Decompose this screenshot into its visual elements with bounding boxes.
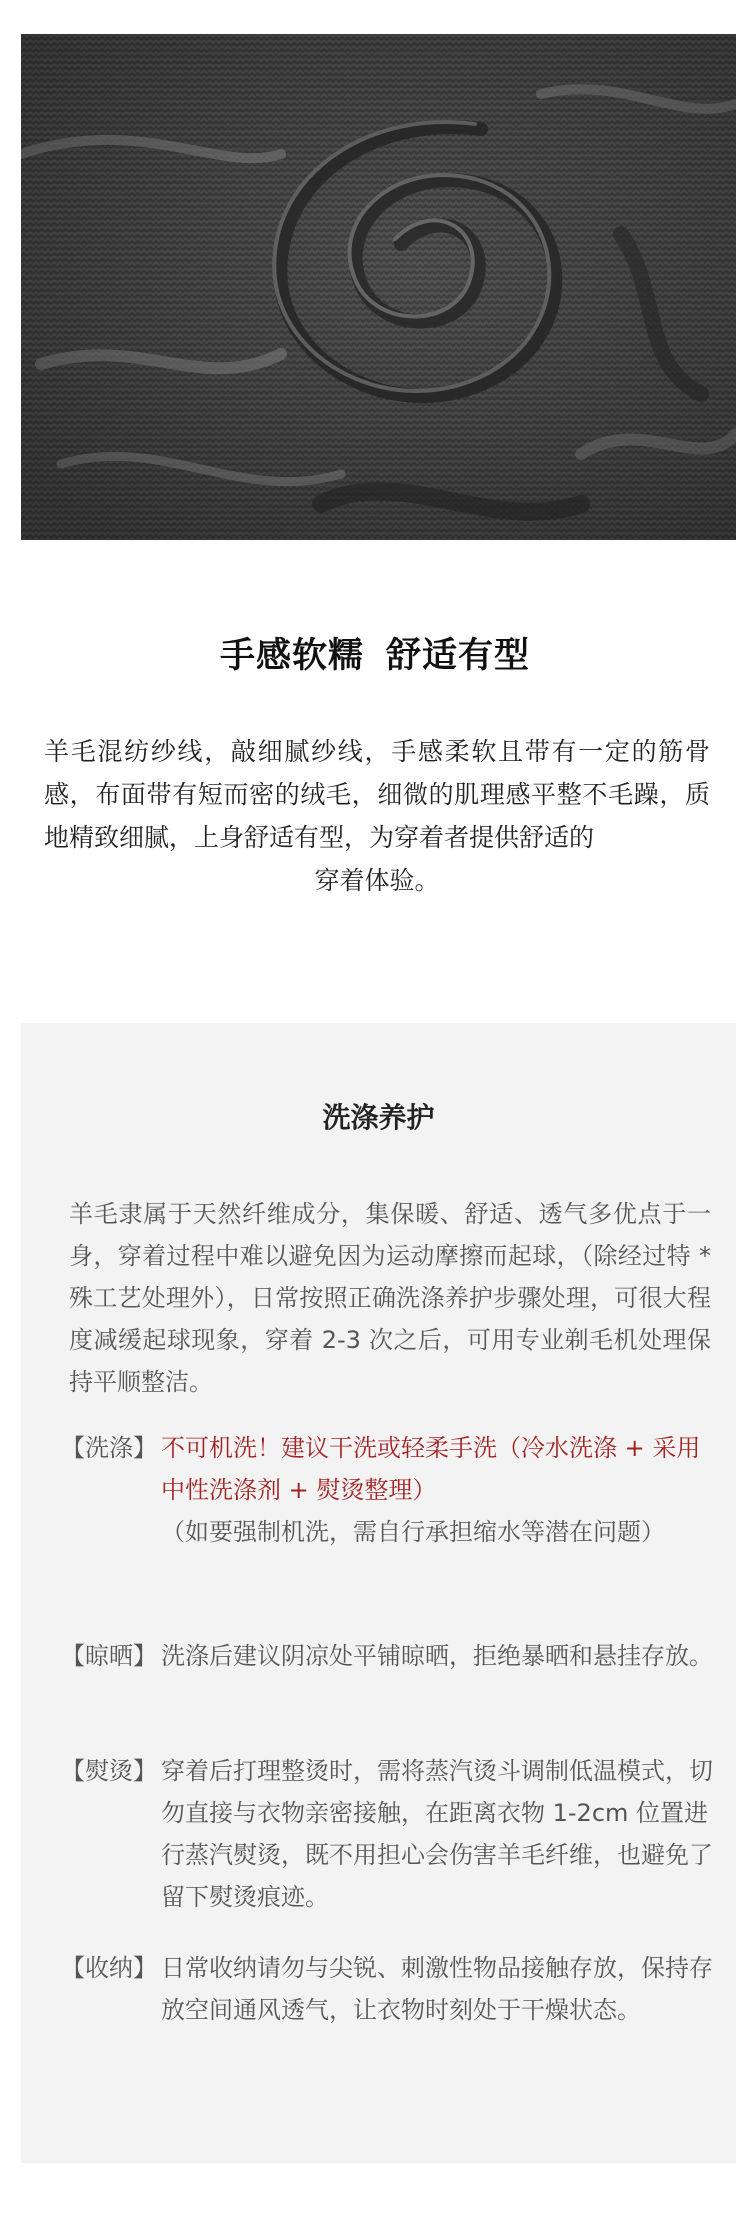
fabric-description bbox=[44, 730, 710, 902]
care-intro: 羊毛隶属于天然纤维成分，集保暖、舒适、透气多优点于一身，穿着过程中难以避免因为运动摩擦而起球，（除经过特 * 殊工艺处理外），日常按照正确洗涤养护步骤处理，可很大程度减缓起球现象，穿着 2-3 次之后，可用专业剃毛机处理保持平顺整洁。 bbox=[69, 1200, 711, 1396]
care-tag-storage: 【收纳】 bbox=[61, 1954, 157, 1982]
care-title: 洗涤养护 bbox=[322, 1101, 435, 1134]
care-body-washing bbox=[161, 1427, 721, 1553]
headline-part-2: 舒适有型 bbox=[386, 636, 531, 676]
care-body-drying: 洗涤后建议阴凉处平铺晾晒，拒绝暴晒和悬挂存放。 bbox=[161, 1642, 713, 1670]
care-instructions-panel bbox=[21, 1023, 736, 2163]
feature-headline bbox=[0, 628, 750, 678]
care-tag-washing: 【洗涤】 bbox=[61, 1434, 157, 1462]
washing-warning: 不可机洗！建议干洗或轻柔手洗（冷水洗涤 + 采用中性洗涤剂 + 熨烫整理） bbox=[161, 1434, 701, 1504]
fabric-description-last-line: 穿着体验。 bbox=[314, 866, 440, 895]
care-item-storage bbox=[61, 1947, 721, 2031]
care-item-washing bbox=[61, 1427, 721, 1553]
washing-note: （如要强制机洗，需自行承担缩水等潜在问题） bbox=[161, 1518, 665, 1546]
care-item-ironing bbox=[61, 1750, 721, 1918]
care-body-storage: 日常收纳请勿与尖锐、刺激性物品接触存放，保持存放空间通风透气，让衣物时刻处于干燥状态。 bbox=[161, 1954, 713, 2024]
product-fabric-photo bbox=[21, 34, 736, 540]
knitted-fabric-icon bbox=[21, 34, 736, 540]
care-tag-drying: 【晾晒】 bbox=[61, 1642, 157, 1670]
fabric-description-body: 羊毛混纺纱线，敲细腻纱线，手感柔软且带有一定的筋骨感，布面带有短而密的绒毛，细微的肌理感平整不毛躁，质地精致细腻，上身舒适有型，为穿着者提供舒适的 bbox=[44, 737, 710, 852]
care-body-ironing: 穿着后打理整烫时，需将蒸汽烫斗调制低温模式，切勿直接与衣物亲密接触，在距离衣物 1-2cm 位置进行蒸汽熨烫，既不用担心会伤害羊毛纤维，也避免了留下熨烫痕迹。 bbox=[161, 1757, 713, 1911]
headline-part-1: 手感软糯 bbox=[219, 636, 364, 676]
care-item-drying bbox=[61, 1635, 721, 1677]
care-tag-ironing: 【熨烫】 bbox=[61, 1757, 157, 1785]
